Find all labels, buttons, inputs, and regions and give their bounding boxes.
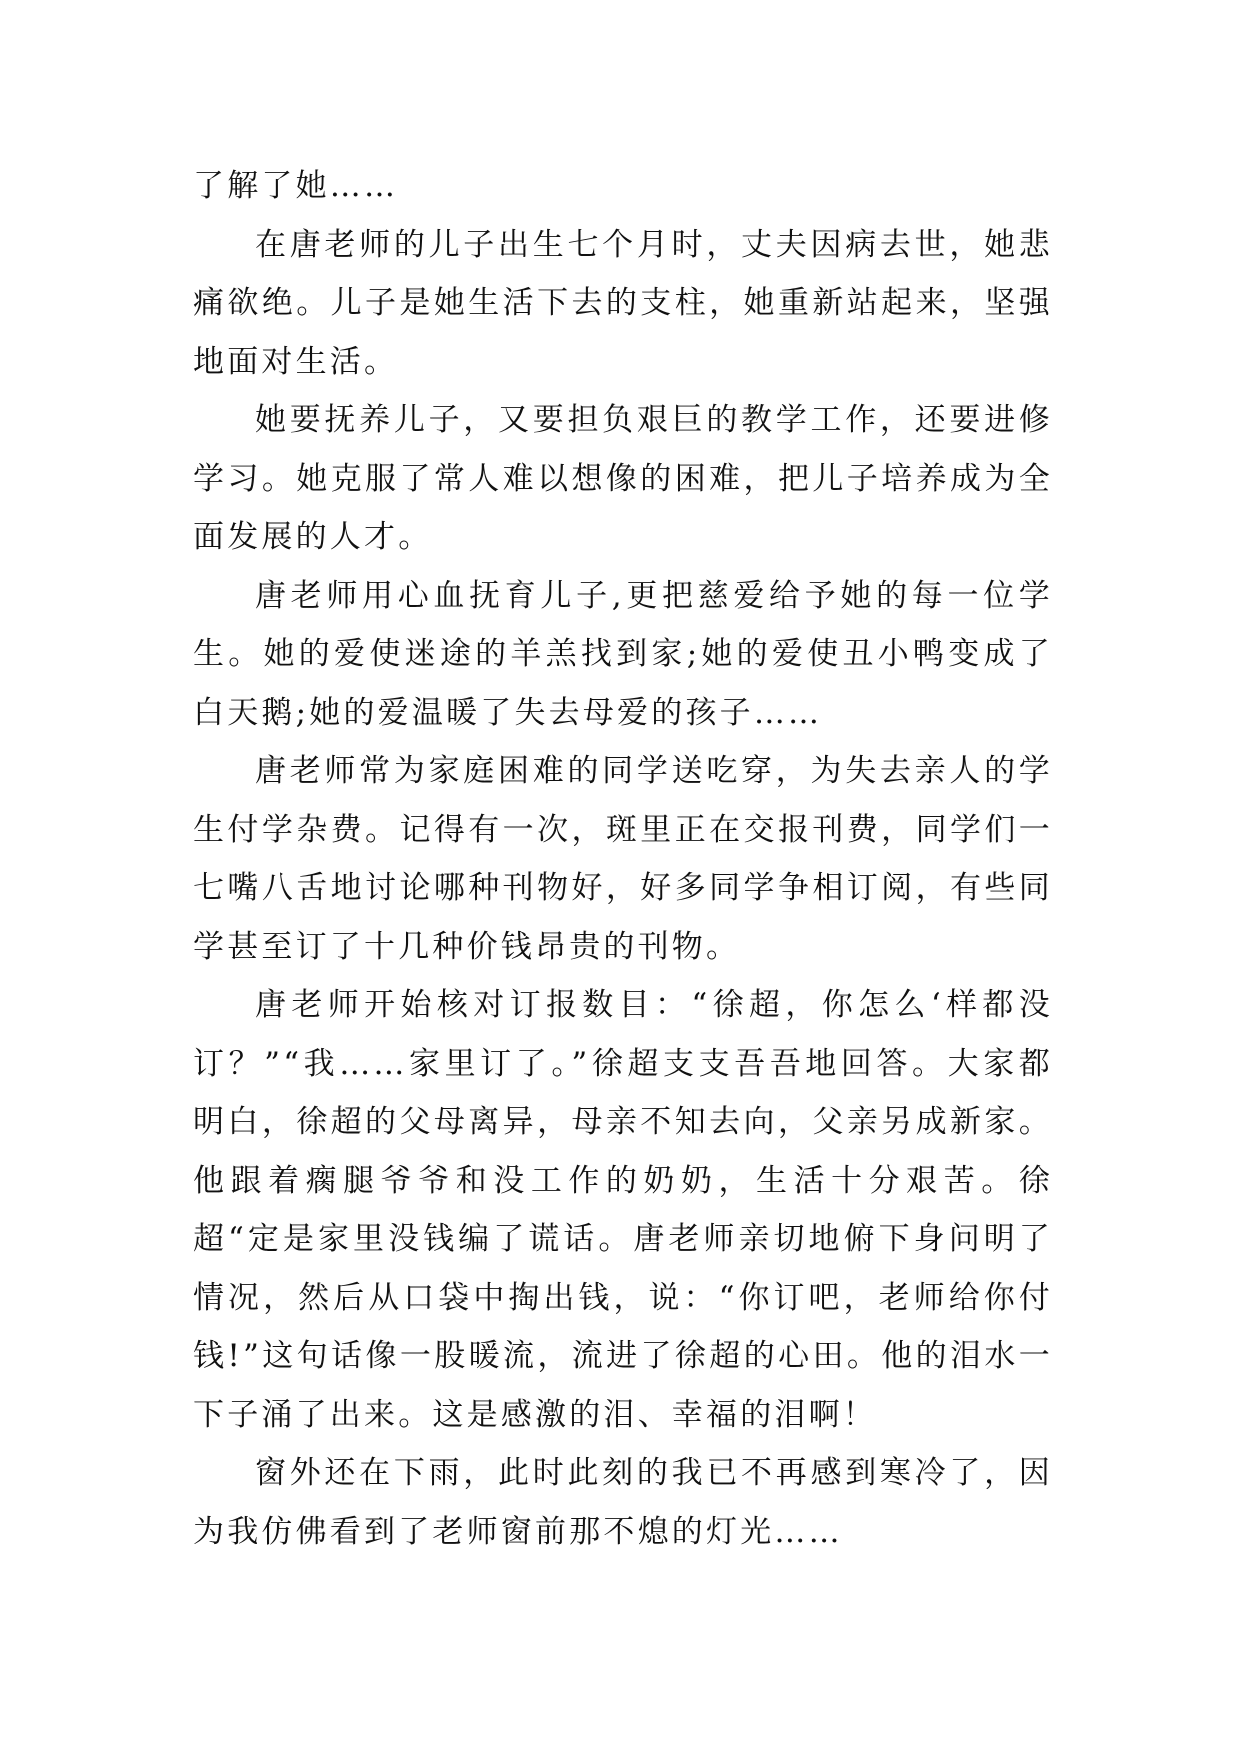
- paragraph-6: 唐老师开始核对订报数目：“徐超，你怎么‘样都没订？”“我……家里订了。”徐超支支吾吾地回答。大家都明白，徐超的父母离异，母亲不知去向，父亲另成新家。他跟着瘸腿爷爷和没工作的奶奶，生活十分艰苦。徐超“定是家里没钱编了谎话。唐老师亲切地俯下身问明了情况，然后从口袋中掏出钱，说：“你订吧，老师给你付钱!”这句话像一股暖流，流进了徐超的心田。他的泪水一下子涌了出来。这是感激的泪、幸福的泪啊！: [193, 987, 1053, 1433]
- paragraph-3: 她要抚养儿子，又要担负艰巨的教学工作，还要进修学习。她克服了常人难以想像的困难，把儿子培养成为全面发展的人才。: [193, 402, 1053, 555]
- paragraph-4: 唐老师用心血抚育儿子,更把慈爱给予她的每一位学生。她的爱使迷途的羊羔找到家;她的爱使丑小鸭变成了白天鹅;她的爱温暖了失去母爱的孩子……: [193, 577, 1053, 731]
- paragraph-2: 在唐老师的儿子出生七个月时，丈夫因病去世，她悲痛欲绝。儿子是她生活下去的支柱，她重新站起来，坚强地面对生活。: [193, 226, 1053, 380]
- body-text: [193, 157, 1053, 1561]
- paragraph-7: 窗外还在下雨，此时此刻的我已不再感到寒冷了，因为我仿佛看到了老师窗前那不熄的灯光……: [193, 1455, 1053, 1550]
- paragraph-1: 了解了她……: [193, 168, 399, 204]
- paragraph-5: 唐老师常为家庭困难的同学送吃穿，为失去亲人的学生付学杂费。记得有一次，斑里正在交报刊费，同学们一七嘴八舌地讨论哪种刊物好，好多同学争相订阅，有些同学甚至订了十几种价钱昂贵的刊物。: [193, 753, 1053, 965]
